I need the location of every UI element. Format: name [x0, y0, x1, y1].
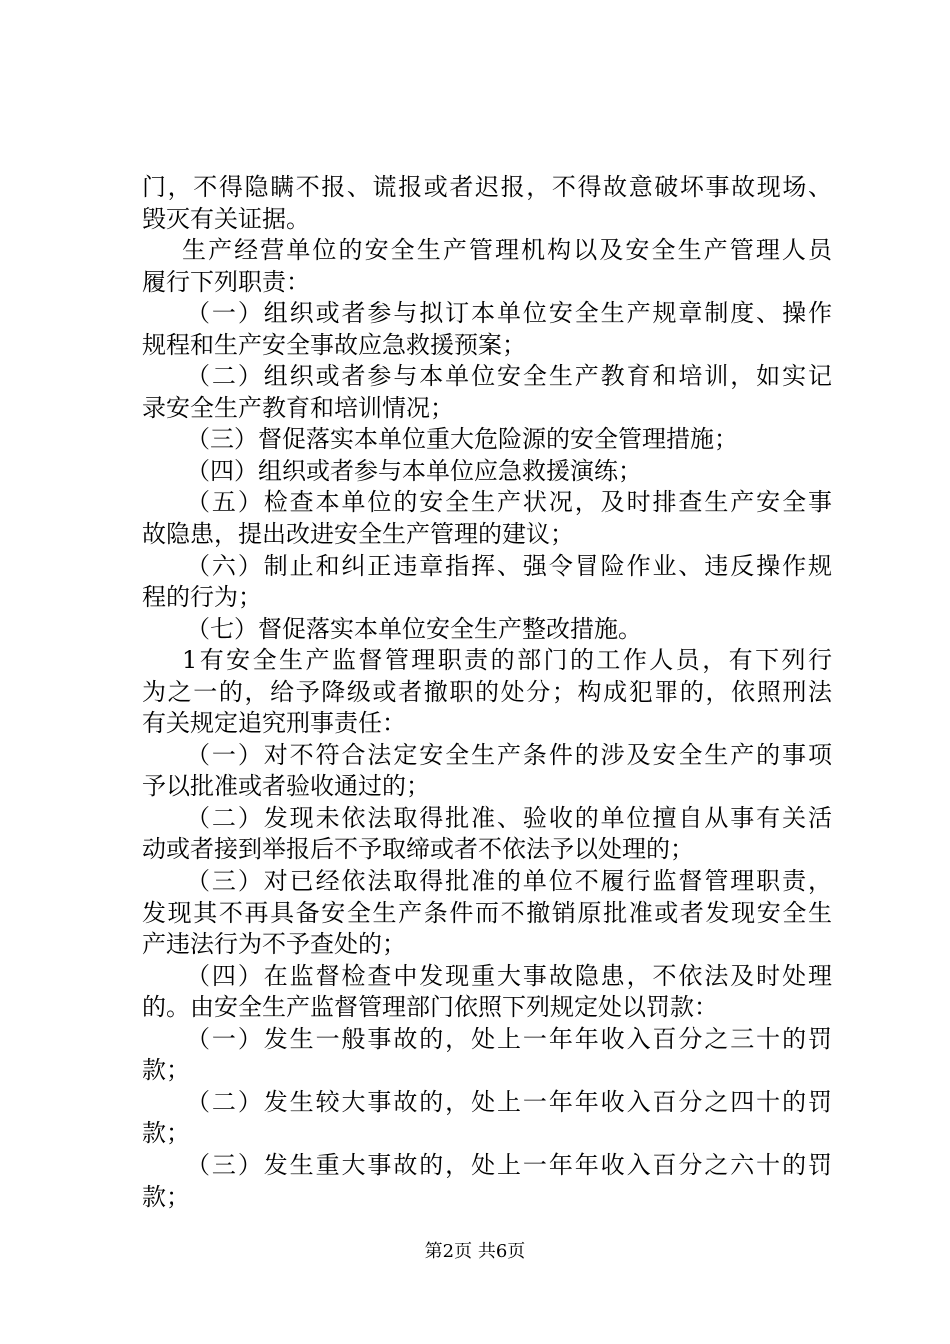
- document-body: [142, 172, 832, 1213]
- text-line: 录安全生产教育和培训情况；: [142, 393, 454, 422]
- text-line: 予以批准或者验收通过的；: [142, 772, 430, 801]
- text-line: （七）督促落实本单位安全生产整改措施。: [186, 614, 642, 643]
- text-line: 的。由安全生产监督管理部门依照下列规定处以罚款：: [142, 993, 718, 1022]
- text-line: 故隐患，提出改进安全生产管理的建议；: [142, 520, 574, 549]
- text-line: （二）发现未依法取得批准、验收的单位擅自从事有关活: [186, 803, 832, 832]
- text-line: （三）发生重大事故的，处上一年年收入百分之六十的罚: [186, 1150, 832, 1179]
- text-line: 发现其不再具备安全生产条件而不撤销原批准或者发现安全生: [142, 898, 832, 927]
- text-line: （一）对不符合法定安全生产条件的涉及安全生产的事项: [186, 740, 832, 769]
- text-line: （四）在监督检查中发现重大事故隐患，不依法及时处理: [186, 961, 832, 990]
- page-number-footer: 第2页 共6页: [424, 1241, 526, 1262]
- text-line: （三）对已经依法取得批准的单位不履行监督管理职责，: [186, 867, 832, 896]
- text-line: （一）发生一般事故的，处上一年年收入百分之三十的罚: [186, 1024, 832, 1053]
- text-line: （三）督促落实本单位重大危险源的安全管理措施；: [186, 425, 738, 454]
- text-line: （四）组织或者参与本单位应急救援演练；: [186, 456, 642, 485]
- text-line: （六）制止和纠正违章指挥、强令冒险作业、违反操作规: [186, 551, 832, 580]
- text-line: 款；: [142, 1056, 190, 1085]
- text-line: （五）检查本单位的安全生产状况，及时排查生产安全事: [186, 488, 832, 517]
- text-line: 规程和生产安全事故应急救援预案；: [142, 330, 526, 359]
- text-line: （二）发生较大事故的，处上一年年收入百分之四十的罚: [186, 1087, 832, 1116]
- text-line: 履行下列职责：: [142, 267, 310, 296]
- text-line: 毁灭有关证据。: [142, 204, 310, 233]
- text-line: 动或者接到举报后不予取缔或者不依法予以处理的；: [142, 835, 694, 864]
- text-line: 1有安全生产监督管理职责的部门的工作人员，有下列行: [182, 646, 832, 675]
- text-line: （二）组织或者参与本单位安全生产教育和培训，如实记: [186, 362, 832, 391]
- text-line: 门，不得隐瞒不报、谎报或者迟报，不得故意破坏事故现场、: [142, 173, 832, 201]
- text-line: 程的行为；: [142, 583, 262, 612]
- text-line: 款；: [142, 1119, 190, 1148]
- text-line: 款；: [142, 1182, 190, 1211]
- text-line: 有关规定追究刑事责任：: [142, 709, 406, 738]
- text-line: 生产经营单位的安全生产管理机构以及安全生产管理人员: [182, 236, 832, 265]
- text-line: （一）组织或者参与拟订本单位安全生产规章制度、操作: [186, 299, 832, 328]
- text-line: 为之一的，给予降级或者撤职的处分；构成犯罪的，依照刑法: [142, 677, 832, 706]
- text-line: 产违法行为不予查处的；: [142, 930, 406, 959]
